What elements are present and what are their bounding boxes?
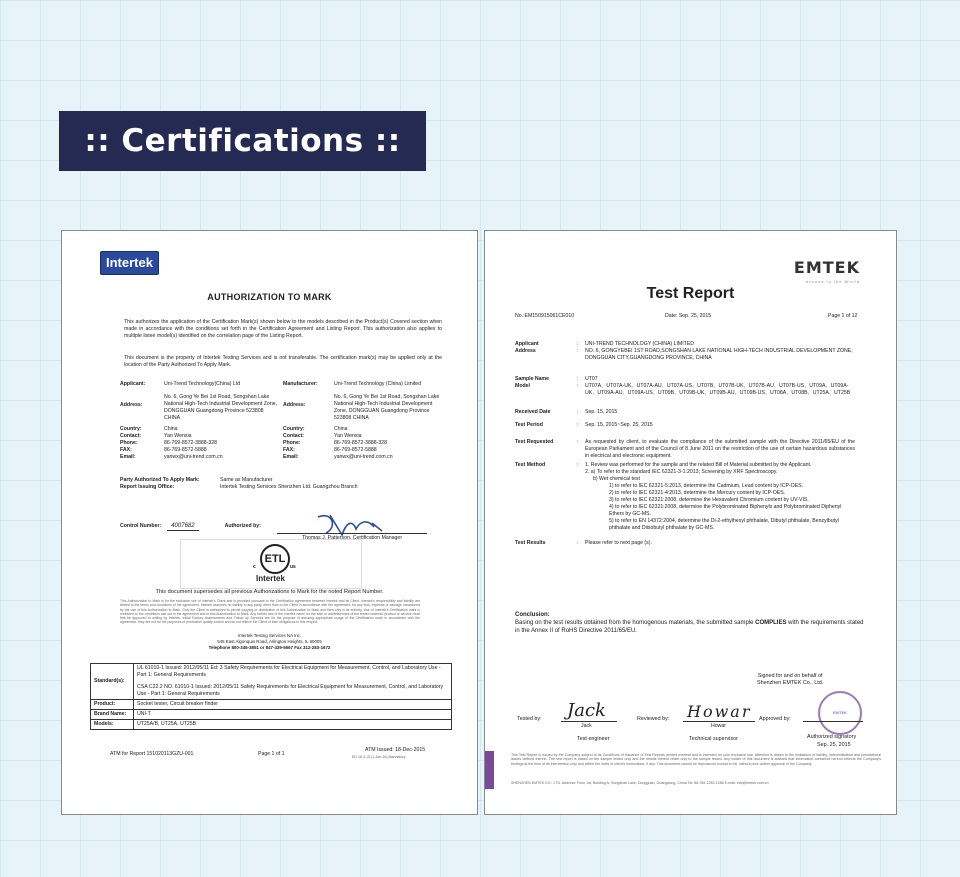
colon: : [577, 376, 579, 383]
contact-label: Contact: [120, 433, 142, 440]
colon: : [577, 422, 579, 429]
conclusion-pre: Basing on the test results obtained from the homogenous materials, the submitted sample [515, 620, 756, 627]
manufacturer-value: Uni-Trend Technology (China) Limited [334, 381, 422, 387]
period-row [515, 422, 855, 429]
footer-report: ATM for Report 151020113GZU-001 [110, 751, 194, 757]
country-label: Country: [120, 426, 142, 433]
received-label: Received Date [515, 409, 551, 416]
authorization-to-mark-document[interactable] [61, 230, 478, 815]
brand-value: UNI-T [134, 710, 452, 720]
standards-table [90, 663, 452, 730]
legal-text: This Authorization to Mark is for the exclusive use of Intertek's Client and is provided pursuant to the Certification agreement between Intertek and its Client. Intertek's responsibility and liability are limited to the terms and conditions of the agreement. Intertek assumes no liability to any party, other than to the Client in accordance with the agreement, for any loss, expense or damage occasioned by the use of this Authorization to Mark. Only the Client is authorized to permit copying or distribution of this Authorization to Mark and then only in its entirety. Use of Intertek's Certification mark is restricted to the conditions laid out in the agreement and in this Authorization to Mark. Any further use of the Intertek name for the sale or advertisement of the tested material, product or service must first be approved in writing by Intertek. Initial Factory Assessments and Follow up Services are for the purpose of assuring appropriate usage of the Certification mark in accordance with the agreement, they are not for the purposes of production quality control and do not relieve the Client of their obligations in this respect. [120, 599, 420, 625]
reviewed-by-label: Reviewed by: [637, 716, 670, 722]
document-title: AUTHORIZATION TO MARK [207, 292, 332, 302]
contact-1: Yan Wenxia [164, 433, 192, 440]
colon: : [577, 348, 579, 355]
method-item: 5) to refer to EN 14372:2004, determine the Di-2-ethylhexyl phthalate, Dibutyl phthalate, Benzylbutyl phthalate and Diisobutyl phthalate by GC-MS. [609, 518, 839, 532]
authorized-label: Authorized by: [224, 523, 261, 529]
conclusion-post: with the requirements stated in the Annex II of RoHS Directive 2011/65/EU. [515, 620, 864, 635]
brand-label: Brand Name: [91, 710, 134, 720]
test-report-document[interactable] [484, 230, 897, 815]
sample-label: Sample Name [515, 376, 550, 383]
manufacturer-label: Manufacturer: [283, 381, 318, 387]
applicant-address: No. 6, Gong Ye Bei 1st Road, Songshan Lake National High-Tech Industrial Development Zone, DONGGUAN Guangdong Province 523808 CHINA [164, 394, 278, 422]
fine-print: This Test Report is issued by the Company subject to its Conditions of Issuance of Test Reports printed overleaf and is intended for your exclusive use. Attention is drawn to the limitations of liability, indemnification and jurisdictional issues defined therein. The test report is based on the sample tested only and the results thereof relate only to the sample tested. Any holder of this document is advised that information contained hereon reflects the Company's findings at the time of its intervention only and within the limits of client's instructions, if any. This document cannot be reproduced except in full, without prior written approval of the Company. [511, 753, 881, 766]
method-item: 4) to refer to IEC 62321:2008, determine the Polybrominated Biphenyls and Polybrominated Diphenyl Ethers by GC-MS. [609, 504, 842, 518]
control-number: 4007682 [167, 522, 198, 531]
results-row [515, 540, 855, 547]
requested-label: Test Requested [515, 439, 554, 446]
colon: : [577, 341, 579, 347]
party-value: Same as Manufacturer [220, 477, 273, 483]
intertek-logo: Intertek [100, 251, 159, 275]
tested-name: Jack [581, 723, 592, 729]
party-label: Party Authorized To Apply Mark: [120, 477, 200, 483]
product-label: Product: [91, 700, 134, 710]
emtek-logo [794, 257, 860, 284]
address-label-2: Address: [283, 402, 306, 409]
method-item: 1) to refer to IEC 62321-5:2013, determine the Cadmium, Lead content by ICP-OES. [609, 483, 804, 490]
email-label: Email: [120, 454, 136, 461]
sample-row [515, 376, 855, 383]
mark-intertek: Intertek [256, 574, 285, 583]
period-value: Sep. 15, 2015~Sep. 25, 2015 [585, 422, 653, 429]
method-item: 2. a) To refer to the standard IEC 62321-3-1:2013; Screening by XRF Spectroscopy. [585, 469, 778, 476]
signed-text: Signed for and on behalf of [757, 673, 823, 679]
signed-on-behalf [757, 673, 823, 688]
tested-signature: Jack [567, 700, 606, 721]
results-value: Please refer to next page (s). [585, 540, 652, 547]
method-item: b) Wet chemical test [593, 476, 640, 483]
table-row [91, 700, 452, 710]
address-value: NO. 6, GONGYEBEI 1ST ROAD,SONGSHAN LAKE NATIONAL HIGH-TECH INDUSTRIAL DEVELOPMENT ZONE, DONGGUAN CITY,GUANGDONG PROVINCE, CHINA [585, 348, 853, 362]
report-date: Date: Sep. 25, 2015 [665, 313, 712, 319]
applicant-label: Applicant: [120, 381, 146, 387]
supersedes-note: This document supersedes all previous Authorizations to Mark for the noted Report Number. [155, 589, 384, 595]
country-2: China [334, 426, 348, 433]
report-page: Page 1 of 12 [828, 313, 858, 319]
phone-1: 86-769-8572-3888-328 [164, 440, 218, 447]
address-row [515, 348, 855, 362]
issuer-line-2: 545 East Algonquin Road, Arlington Heights, IL 60005 [217, 638, 322, 644]
tested-by-label: Tested by: [517, 716, 542, 722]
issuer-line-1: Intertek Testing Services NA Inc. [237, 633, 302, 638]
requested-value: As requested by client, to evaluate the compliance of the submitted sample with the Directive 2011/65/EU of the European Parliament and of the Council of 8 June 2011 on the restriction of the use of certain hazardous substances in electrical and electronic equipment. [585, 439, 855, 460]
reviewed-name: Howar [711, 723, 726, 729]
reviewed-signature: Howar [687, 702, 752, 721]
standard-2: CSA C22.2 NO. 61010-1 Issued: 2012/05/11 Safety Requirements for Electrical Equipment for Measurement, Control, and Laboratory Use - Part 1: General Requirements [137, 684, 444, 698]
standards-label: Standard(s): [91, 664, 134, 700]
models-value: UT25A/B, UT25A, UT25B [134, 720, 452, 730]
fax-label: FAX: [120, 447, 132, 454]
models-label: Models: [91, 720, 134, 730]
side-accent-bar [485, 751, 494, 789]
footer-page: Page 1 of 1 [258, 751, 285, 757]
product-value: Socket tester, Circuit breaker finder [134, 700, 452, 710]
table-row [91, 710, 452, 720]
office-label: Report Issuing Office: [120, 484, 175, 491]
office-value: Intertek Testing Services Shenzhen Ltd. Guangzhou Branch [220, 484, 358, 491]
phone-label-2: Phone: [283, 440, 301, 447]
property-paragraph: This document is the property of Intertek Testing Services and is not transferable. The certification mark(s) may be applied only at the location of the Party Authorized To Apply Mark. [124, 355, 442, 369]
applicant-row [515, 341, 855, 348]
party-grid [120, 477, 440, 491]
approved-date: Sep. 25, 2015 [817, 742, 851, 748]
results-label: Test Results [515, 540, 546, 547]
approved-by-label: Approved by: [759, 716, 791, 722]
conclusion-complies: COMPLIES [755, 620, 787, 627]
signed-company: Shenzhen EMTEK Co., Ltd. [757, 680, 824, 687]
phone-label: Phone: [120, 440, 138, 447]
colon: : [577, 409, 579, 416]
report-header-fields [515, 341, 855, 547]
tested-role: Test engineer [577, 736, 610, 742]
company-stamp-icon [818, 691, 862, 735]
sample-value: UT07 [585, 376, 598, 383]
banner-title: :: Certifications :: [84, 123, 401, 159]
email-1: yanwx@uni-trend.com.cn [164, 454, 223, 461]
signature-line [277, 533, 427, 534]
emtek-name: EMTEK [793, 258, 860, 277]
received-value: Sep. 15, 2015 [585, 409, 618, 416]
phone-2: 86-769-8572-3888-328 [334, 440, 388, 447]
applicant-label: Applicant [515, 341, 539, 347]
mark-c: c [253, 564, 256, 570]
model-value: UT07A、UT07A-UK、UT07A-AU、UT07A-US、UT07B、UT07B-UK、UT07B-AU、UT07B-US、UT09A、UT09A-UK、UT09A-AU、UT09A-US、UT09B、UT09B-UK、UT09B-AU、UT09B-US、UT08A、UT08B、UT25A、UT25B [585, 383, 851, 397]
control-row [120, 522, 261, 531]
table-row [91, 720, 452, 730]
standard-1: UL 61010-1 Issued: 2012/05/11 Ed: 3 Safety Requirements for Electrical Equipment for Measurement, Control, and Laboratory Use - Part 1: General Requirements [137, 665, 441, 679]
signer-name: Thomas J. Patterson, Certification Manager [302, 535, 403, 541]
approved-role: Authorized signatory [807, 734, 857, 740]
model-row [515, 383, 855, 397]
method-row [515, 462, 855, 532]
signature-line [561, 721, 617, 722]
reviewed-role: Technical supervisor [689, 736, 738, 742]
certifications-banner [59, 111, 426, 171]
colon: : [577, 540, 579, 547]
authorization-paragraph: This authorizes the application of the Certification Mark(s) shown below to the models described in the Product(s) Covered section when made in accordance with the conditions set forth in the Certification Agreement and Listing Report. This authorization also applies to multiple listee model(s) identified on the correlation page of the Listing Report. [124, 319, 442, 340]
address-label: Address: [120, 402, 143, 409]
fax-1: 86-769-8572-5888 [164, 447, 207, 454]
applicant-value: Uni-Trend Technology(China) Ltd [164, 381, 241, 387]
stamp-text: EMTEK [833, 710, 847, 716]
email-label-2: Email: [283, 454, 299, 461]
footer-ref: ED 16.3.15 (1-Jan-16) Mandatory [352, 755, 406, 759]
requested-row [515, 439, 855, 460]
conclusion-text [515, 619, 865, 635]
received-row [515, 409, 855, 416]
fax-label-2: FAX: [283, 447, 295, 454]
applicant-grid [120, 381, 444, 461]
manufacturer-address: No. 6, Gong Ye Bei 1st Road, Songshan Lake National High-Tech Industrial Development Zone, DONGGUAN Guangdong Province 523808 CHINA [334, 394, 440, 422]
table-row [91, 664, 452, 700]
etl-mark-icon [260, 544, 290, 574]
method-item: 2) to refer to IEC 62321-4:2013, determine the Mercury content by ICP-OES. [609, 490, 786, 497]
fine-address: SHENZHEN EMTEK CO., LTD. Address: Floor 1st, Building A, Songshan Lake, Dongguan, Guangdong, China Tel: 86-769-2263 1288 E-mail: info@emtek.com.cn [511, 781, 769, 785]
contact-label-2: Contact: [283, 433, 305, 440]
standards-cell [134, 664, 452, 700]
control-label: Control Number: [120, 523, 162, 529]
emtek-tagline: Access to the World [805, 278, 860, 284]
contact-2: Yan Wenxia [334, 433, 362, 440]
conclusion [515, 611, 865, 635]
issuer-line-3: Telephone 800-345-3851 or 847-439-5667 Fax 312-283-1672 [208, 644, 331, 650]
address-label: Address [515, 348, 536, 355]
signature-line [683, 721, 755, 722]
method-label: Test Method [515, 462, 546, 469]
period-label: Test Period [515, 422, 543, 429]
report-title: Test Report [646, 285, 735, 302]
footer-issued: ATM Issued: 18-Dec-2015 [365, 747, 426, 753]
applicant-value: UNI-TREND TECHNOLOGY (CHINA) LIMITED [585, 341, 695, 347]
issuer-address [62, 633, 477, 651]
country-label-2: Country: [283, 426, 305, 433]
method-item: 3) to refer to IEC 62321:2008, determine the Hexavalent Chromium content by UV-VIS. [609, 497, 809, 504]
country-1: China [164, 426, 178, 433]
fax-2: 86-769-8572-5888 [334, 447, 377, 454]
method-item: 1. Review was performed for the sample and the related Bill of Material submitted by the Applicant. [585, 462, 812, 469]
mark-us: us [290, 564, 296, 570]
colon: : [577, 462, 579, 469]
report-number: No.:EM150915061CE010 [515, 313, 575, 319]
conclusion-label: Conclusion: [515, 612, 550, 618]
model-label: Model [515, 383, 530, 390]
colon: : [577, 439, 579, 446]
method-list [585, 462, 855, 532]
email-2: yanwx@uni-trend.com.cn [334, 454, 393, 461]
colon: : [577, 383, 579, 390]
etl-text: ETL [264, 552, 286, 565]
signature-line [803, 721, 863, 722]
